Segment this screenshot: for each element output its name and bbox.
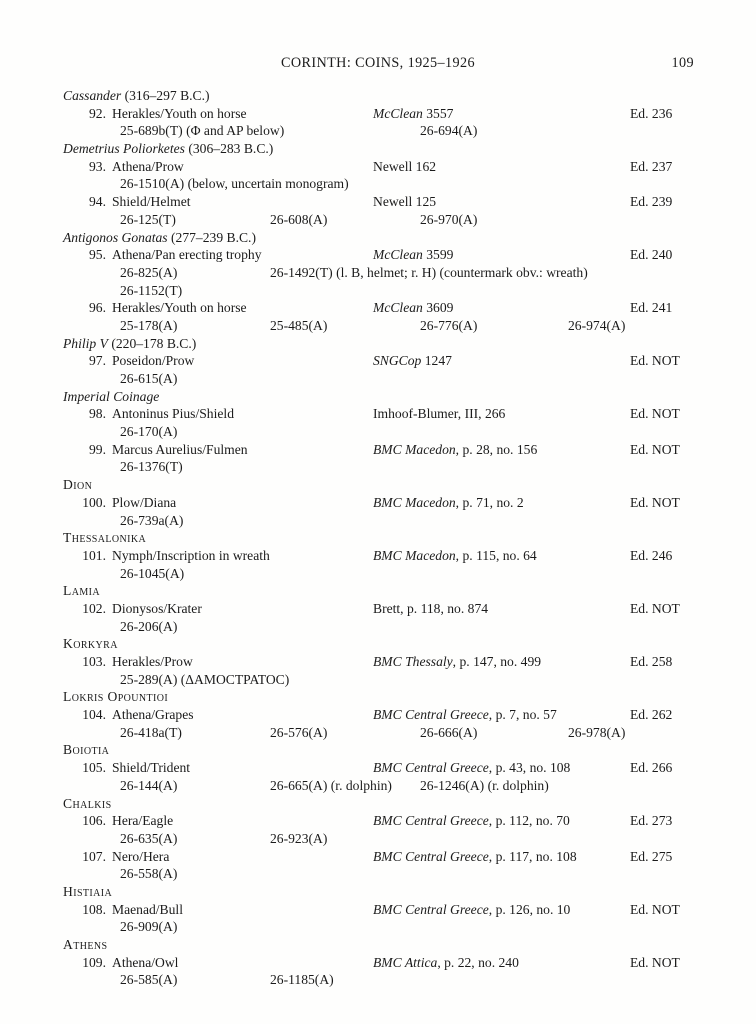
reference-detail: Newell 162: [373, 158, 437, 174]
ed-reference: Ed. 237: [630, 158, 673, 174]
catalog-entry-row: [0, 707, 756, 725]
dynasty-heading-row: [0, 141, 756, 159]
dynasty-name: Demetrius Poliorketes: [63, 141, 185, 157]
reference-detail: , p. 117, no. 108: [488, 848, 577, 864]
entry-number: 106.: [82, 813, 106, 829]
region-heading-row: [0, 884, 756, 902]
region-heading-row: [0, 937, 756, 955]
inventory-code: 26-1376(T): [120, 459, 183, 475]
reference-title: BMC Central Greece: [373, 901, 489, 917]
reference-title: McClean: [373, 300, 423, 316]
region-heading-row: [0, 742, 756, 760]
reference-title: McClean: [373, 105, 423, 121]
catalog-reference: [373, 442, 537, 458]
dynasty-name: Philip V: [63, 335, 108, 351]
ed-reference: Ed. NOT: [630, 353, 680, 369]
region-heading: Lokris Opountioi: [63, 689, 169, 705]
inventory-code: 26-923(A): [270, 830, 328, 846]
catalog-entry-row: [0, 760, 756, 778]
ed-reference: Ed. 275: [630, 848, 673, 864]
inventory-code: 26-635(A): [120, 830, 178, 846]
catalog-entry-row: [0, 955, 756, 973]
catalog-reference: [373, 194, 436, 210]
ed-reference: Ed. NOT: [630, 901, 680, 917]
catalog-entry-row: [0, 495, 756, 513]
coin-description: Poseidon/Prow: [112, 353, 195, 369]
inventory-code: 26-694(A): [420, 123, 478, 139]
entry-number: 109.: [82, 954, 106, 970]
inventory-codes-row: [0, 318, 756, 336]
reference-title: BMC Central Greece: [373, 813, 489, 829]
ed-reference: Ed. NOT: [630, 406, 680, 422]
catalog-entry-row: [0, 601, 756, 619]
catalog-entry-row: [0, 106, 756, 124]
entry-number: 98.: [89, 406, 106, 422]
entry-number: 100.: [82, 494, 106, 510]
entry-number: 105.: [82, 760, 106, 776]
inventory-codes-row: [0, 866, 756, 884]
dynasty-dates: (277–239 B.C.): [167, 229, 256, 245]
catalog-entry-row: [0, 849, 756, 867]
coin-description: Hera/Eagle: [112, 813, 174, 829]
reference-title: BMC Central Greece: [373, 707, 489, 723]
inventory-codes-row: [0, 283, 756, 301]
inventory-codes-row: [0, 459, 756, 477]
inventory-code: 26-418a(T): [120, 724, 182, 740]
inventory-code: 25-485(A): [270, 317, 328, 333]
ed-reference: Ed. NOT: [630, 954, 680, 970]
coin-description: Herakles/Youth on horse: [112, 300, 247, 316]
dynasty-dates: (220–178 B.C.): [107, 335, 197, 351]
catalog-reference: [373, 548, 537, 564]
region-heading-row: [0, 689, 756, 707]
inventory-codes-row: [0, 513, 756, 531]
catalog-reference: [373, 300, 453, 316]
catalog-reference: [373, 159, 436, 175]
reference-detail: , p. 147, no. 499: [452, 654, 542, 669]
reference-detail: , p. 28, no. 156: [455, 441, 538, 457]
coin-description: Herakles/Youth on horse: [112, 105, 247, 121]
inventory-code: 26-1045(A): [120, 565, 185, 581]
catalog-entry-row: [0, 247, 756, 265]
catalog-reference: [373, 955, 519, 971]
reference-title: BMC Macedon: [373, 494, 456, 510]
reference-detail: Newell 125: [373, 194, 437, 210]
dynasty-dates: (316–297 B.C.): [121, 88, 210, 103]
coin-description: Plow/Diana: [112, 494, 177, 510]
catalog-reference: [373, 902, 570, 918]
entry-number: 93.: [89, 158, 106, 174]
reference-detail: , p. 22, no. 240: [437, 954, 519, 970]
reference-detail: , p. 126, no. 10: [488, 901, 571, 917]
inventory-codes-row: [0, 831, 756, 849]
catalog-entry-row: [0, 442, 756, 460]
catalog-entry-row: [0, 194, 756, 212]
ed-reference: Ed. 240: [630, 247, 673, 263]
inventory-code: 26-125(T): [120, 211, 176, 227]
inventory-codes-row: [0, 566, 756, 584]
catalog-reference: [373, 654, 541, 670]
coin-description: Athena/Owl: [112, 954, 179, 970]
ed-reference: Ed. NOT: [630, 441, 680, 457]
region-heading-row: [0, 477, 756, 495]
reference-title: BMC Thessaly: [373, 654, 453, 669]
inventory-code: 26-558(A): [120, 866, 178, 882]
inventory-code: 26-974(A): [568, 317, 626, 333]
ed-reference: Ed. 246: [630, 547, 673, 563]
ed-reference: Ed. NOT: [630, 600, 680, 616]
dynasty-heading: [63, 230, 256, 246]
dynasty-name: Imperial Coinage: [63, 388, 160, 404]
coin-description: Marcus Aurelius/Fulmen: [112, 441, 248, 457]
catalog-body: [0, 88, 756, 990]
reference-title: SNGCop: [373, 353, 422, 369]
inventory-code: 25-289(A) (ΔΑΜΟCΤΡΑΤΟC): [120, 671, 290, 687]
catalog-reference: [373, 495, 524, 511]
catalog-entry-row: [0, 548, 756, 566]
reference-title: BMC Central Greece: [373, 760, 489, 776]
reference-detail: 3599: [422, 247, 454, 263]
inventory-code: 26-170(A): [120, 424, 178, 440]
reference-detail: Imhoof-Blumer, III, 266: [373, 406, 506, 422]
ed-reference: Ed. 236: [630, 105, 673, 121]
dynasty-heading: [63, 88, 210, 104]
coin-description: Shield/Helmet: [112, 194, 191, 210]
coin-description: Antoninus Pius/Shield: [112, 406, 234, 422]
entry-number: 102.: [82, 600, 106, 616]
coin-description: Herakles/Prow: [112, 654, 193, 669]
inventory-code: 26-665(A) (r. dolphin): [270, 777, 392, 793]
catalog-reference: [373, 353, 452, 369]
inventory-codes-row: [0, 424, 756, 442]
reference-detail: Brett, p. 118, no. 874: [373, 600, 489, 616]
inventory-codes-row: [0, 212, 756, 230]
inventory-code: 26-1185(A): [270, 972, 334, 988]
region-heading: Dion: [63, 477, 93, 493]
ed-reference: Ed. NOT: [630, 494, 680, 510]
inventory-code: 26-776(A): [420, 317, 478, 333]
reference-detail: , p. 115, no. 64: [455, 547, 537, 563]
region-heading: Thessalonika: [63, 530, 147, 546]
reference-detail: , p. 71, no. 2: [455, 494, 524, 510]
inventory-code: 26-978(A): [568, 724, 626, 740]
region-heading: Lamia: [63, 583, 100, 599]
dynasty-heading-row: [0, 389, 756, 407]
coin-description: Athena/Prow: [112, 158, 184, 174]
inventory-code: 26-608(A): [270, 211, 328, 227]
ed-reference: Ed. 266: [630, 760, 673, 776]
catalog-reference: [373, 813, 570, 829]
entry-number: 101.: [82, 547, 106, 563]
reference-title: BMC Attica: [373, 954, 438, 970]
page-number: 109: [671, 55, 694, 71]
region-heading: Histiaia: [63, 883, 113, 899]
inventory-code: 26-739a(A): [120, 512, 184, 528]
coin-description: Maenad/Bull: [112, 901, 183, 917]
inventory-code: 26-666(A): [420, 724, 478, 740]
reference-detail: , p. 43, no. 108: [488, 760, 571, 776]
dynasty-heading: [63, 336, 196, 352]
inventory-code: 26-825(A): [120, 264, 178, 280]
inventory-codes-row: [0, 972, 756, 990]
ed-reference: Ed. 258: [630, 654, 673, 669]
inventory-codes-row: [0, 778, 756, 796]
reference-detail: 3557: [422, 105, 454, 121]
entry-number: 95.: [89, 247, 106, 263]
catalog-entry-row: [0, 159, 756, 177]
inventory-code: 26-1492(T) (l. B, helmet; r. H) (countermark obv.: wreath): [270, 264, 588, 280]
entry-number: 104.: [82, 707, 106, 723]
inventory-codes-row: [0, 176, 756, 194]
reference-detail: , p. 7, no. 57: [488, 707, 557, 723]
region-heading: Boiotia: [63, 742, 110, 758]
inventory-code: 25-178(A): [120, 317, 178, 333]
inventory-code: 25-689b(T) (Φ and AP below): [120, 123, 285, 139]
reference-title: McClean: [373, 247, 423, 263]
coin-description: Dionysos/Krater: [112, 600, 202, 616]
dynasty-name: Antigonos Gonatas: [63, 229, 168, 245]
inventory-codes-row: [0, 619, 756, 637]
inventory-code: 26-909(A): [120, 919, 178, 935]
inventory-code: 26-615(A): [120, 371, 178, 386]
inventory-code: 26-576(A): [270, 724, 328, 740]
coin-description: Athena/Pan erecting trophy: [112, 247, 262, 263]
reference-detail: 1247: [421, 353, 452, 369]
inventory-codes-row: [0, 371, 756, 389]
dynasty-heading-row: [0, 88, 756, 106]
region-heading: Korkyra: [63, 636, 118, 652]
coin-description: Nero/Hera: [112, 848, 170, 864]
dynasty-heading: [63, 389, 159, 405]
dynasty-heading-row: [0, 230, 756, 248]
catalog-entry-row: [0, 406, 756, 424]
inventory-code: 26-206(A): [120, 618, 178, 634]
ed-reference: Ed. 273: [630, 813, 673, 829]
dynasty-name: Cassander: [63, 88, 122, 103]
ed-reference: Ed. 262: [630, 707, 673, 723]
catalog-entry-row: [0, 353, 756, 371]
ed-reference: Ed. 239: [630, 194, 673, 210]
running-head: [0, 55, 756, 73]
dynasty-heading-row: [0, 336, 756, 354]
inventory-code: 26-1510(A) (below, uncertain monogram): [120, 176, 349, 192]
entry-number: 107.: [82, 848, 106, 864]
coin-description: Nymph/Inscription in wreath: [112, 547, 270, 563]
entry-number: 96.: [89, 300, 106, 316]
inventory-code: 26-585(A): [120, 972, 178, 988]
catalog-entry-row: [0, 813, 756, 831]
dynasty-dates: (306–283 B.C.): [184, 141, 274, 157]
inventory-code: 26-144(A): [120, 777, 178, 793]
region-heading: Athens: [63, 937, 108, 952]
inventory-codes-row: [0, 265, 756, 283]
reference-detail: , p. 112, no. 70: [488, 813, 570, 829]
coin-description: Athena/Grapes: [112, 707, 194, 723]
ed-reference: Ed. 241: [630, 300, 673, 316]
catalog-reference: [373, 106, 453, 122]
catalog-entry-row: [0, 654, 756, 672]
catalog-reference: [373, 707, 557, 723]
region-heading-row: [0, 636, 756, 654]
region-heading-row: [0, 530, 756, 548]
inventory-codes-row: [0, 672, 756, 690]
entry-number: 99.: [89, 441, 106, 457]
inventory-code: 26-1246(A) (r. dolphin): [420, 777, 549, 793]
reference-detail: 3609: [422, 300, 454, 316]
entry-number: 97.: [89, 353, 106, 369]
coin-description: Shield/Trident: [112, 760, 191, 776]
dynasty-heading: [63, 141, 273, 157]
reference-title: BMC Central Greece: [373, 848, 489, 864]
catalog-reference: [373, 849, 577, 865]
inventory-code: 26-970(A): [420, 211, 478, 227]
entry-number: 92.: [89, 105, 106, 121]
catalog-entry-row: [0, 902, 756, 920]
entry-number: 103.: [82, 654, 106, 669]
entry-number: 94.: [89, 194, 106, 210]
page-title: CORINTH: COINS, 1925–1926: [280, 55, 476, 71]
inventory-codes-row: [0, 725, 756, 743]
reference-title: BMC Macedon: [373, 547, 456, 563]
inventory-code: 26-1152(T): [120, 282, 183, 298]
entry-number: 108.: [82, 901, 106, 917]
catalog-entry-row: [0, 300, 756, 318]
catalog-reference: [373, 601, 488, 617]
reference-title: BMC Macedon: [373, 441, 456, 457]
catalog-reference: [373, 760, 570, 776]
region-heading-row: [0, 796, 756, 814]
inventory-codes-row: [0, 123, 756, 141]
region-heading-row: [0, 583, 756, 601]
inventory-codes-row: [0, 919, 756, 937]
region-heading: Chalkis: [63, 795, 112, 811]
catalog-reference: [373, 406, 505, 422]
catalog-reference: [373, 247, 453, 263]
